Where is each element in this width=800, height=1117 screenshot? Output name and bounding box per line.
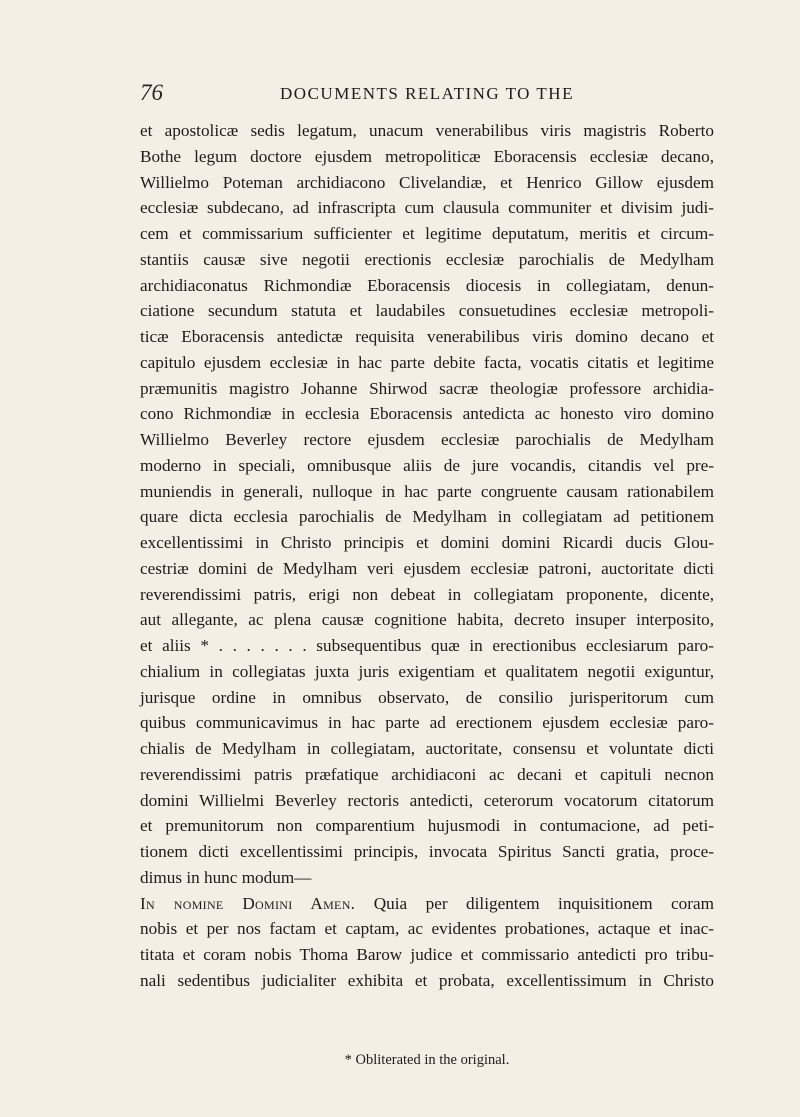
- text-line: tionem dicti excellentissimi principis, invocata Spiritus Sancti gratia, proce-: [140, 842, 714, 861]
- invocation-rest: Quia per diligentem inquisitionem coram: [355, 893, 714, 913]
- text-line: et apostolicæ sedis legatum, unacum venerabilibus viris magistris Roberto: [140, 121, 714, 140]
- text-line: cem et commissarium sufficienter et legitime deputatum, meritis et circum-: [140, 224, 714, 243]
- text-line: ticæ Eboracensis antedictæ requisita venerabilibus viris domino decano et: [140, 327, 714, 346]
- text-line: stantiis causæ sive negotii erectionis ecclesiæ parochialis de Medylham: [140, 249, 714, 269]
- text-line: reverendissimi patris præfatique archidiaconi ac decani et capituli necnon: [140, 764, 714, 784]
- text-line: cono Richmondiæ in ecclesia Eboracensis antedicta ac honesto viro domino: [140, 404, 714, 424]
- text-line: Willielmo Poteman archidiacono Clivelandiæ, et Henrico Gillow ejusdem: [140, 172, 714, 192]
- text-line: Bothe legum doctore ejusdem metropoliticæ Eboracensis ecclesiæ decano,: [140, 146, 714, 166]
- text-line: præmunitis magistro Johanne Shirwod sacræ theologiæ professore archidia-: [140, 378, 714, 398]
- page-number: 76: [140, 80, 163, 105]
- footnote: * Obliterated in the original.: [344, 1052, 510, 1068]
- text-line: ciatione secundum statuta et laudabiles consuetudines ecclesiæ metropoli-: [140, 301, 714, 321]
- text-line: Willielmo Beverley rectore ejusdem ecclesiæ parochialis de Medylham: [140, 430, 714, 449]
- text-line: [140, 891, 714, 917]
- text-line: reverendissimi patris, erigi non debeat in collegiatam proponente, dicente,: [140, 584, 714, 604]
- text-line: titata et coram nobis Thoma Barow judice et commissario antedicti pro tribu-: [140, 945, 714, 964]
- text-line: ecclesiæ subdecano, ad infrascripta cum clausula communiter et divisim judi-: [140, 198, 714, 218]
- body-text: [140, 118, 714, 994]
- text-line: quare dicta ecclesia parochialis de Medylham in collegiatam ad petitionem: [140, 507, 714, 527]
- text-line: chialium in collegiatas juxta juris exigentiam et qualitatem negotii exiguntur,: [140, 661, 714, 681]
- text-line: excellentissimi in Christo principis et domini domini Ricardi ducis Glou-: [140, 533, 714, 552]
- text-line: nali sedentibus judicialiter exhibita et probata, excellentissimum in Christo: [140, 970, 714, 990]
- text-line: chialis de Medylham in collegiatam, auctoritate, consensu et voluntate dicti: [140, 739, 714, 758]
- text-line: et aliis * . . . . . . . subsequentibus quæ in erectionibus ecclesiarum paro-: [140, 636, 714, 655]
- running-head: DOCUMENTS RELATING TO THE: [280, 84, 574, 103]
- text-line: et premunitorum non comparentium hujusmodi in contumacione, ad peti-: [140, 816, 714, 836]
- text-line: quibus communicavimus in hac parte ad erectionem ejusdem ecclesiæ paro-: [140, 713, 714, 733]
- text-line: capitulo ejusdem ecclesiæ in hac parte debite facta, vocatis citatis et legitime: [140, 352, 714, 372]
- text-line: moderno in speciali, omnibusque aliis de jure vocandis, citandis vel pre-: [140, 455, 714, 475]
- text-line: muniendis in generali, nulloque in hac parte congruente causam rationabilem: [140, 481, 714, 501]
- text-line: aut allegante, ac plena causæ cognitione habita, decreto insuper interposito,: [140, 610, 714, 630]
- text-line: dimus in hunc modum—: [140, 867, 312, 887]
- text-line: nobis et per nos factam et captam, ac evidentes probationes, actaque et inac-: [140, 919, 714, 939]
- text-line: cestriæ domini de Medylham veri ejusdem ecclesiæ patroni, auctoritate dicti: [140, 558, 714, 578]
- invocation-lead: In nomine Domini Amen.: [140, 893, 356, 913]
- text-line: domini Willielmi Beverley rectoris antedicti, ceterorum vocatorum citatorum: [140, 790, 714, 810]
- text-line: archidiaconatus Richmondiæ Eboracensis diocesis in collegiatam, denun-: [140, 275, 714, 295]
- text-line: jurisque ordine in omnibus observato, de consilio jurisperitorum cum: [140, 687, 714, 707]
- page-header: [140, 80, 714, 110]
